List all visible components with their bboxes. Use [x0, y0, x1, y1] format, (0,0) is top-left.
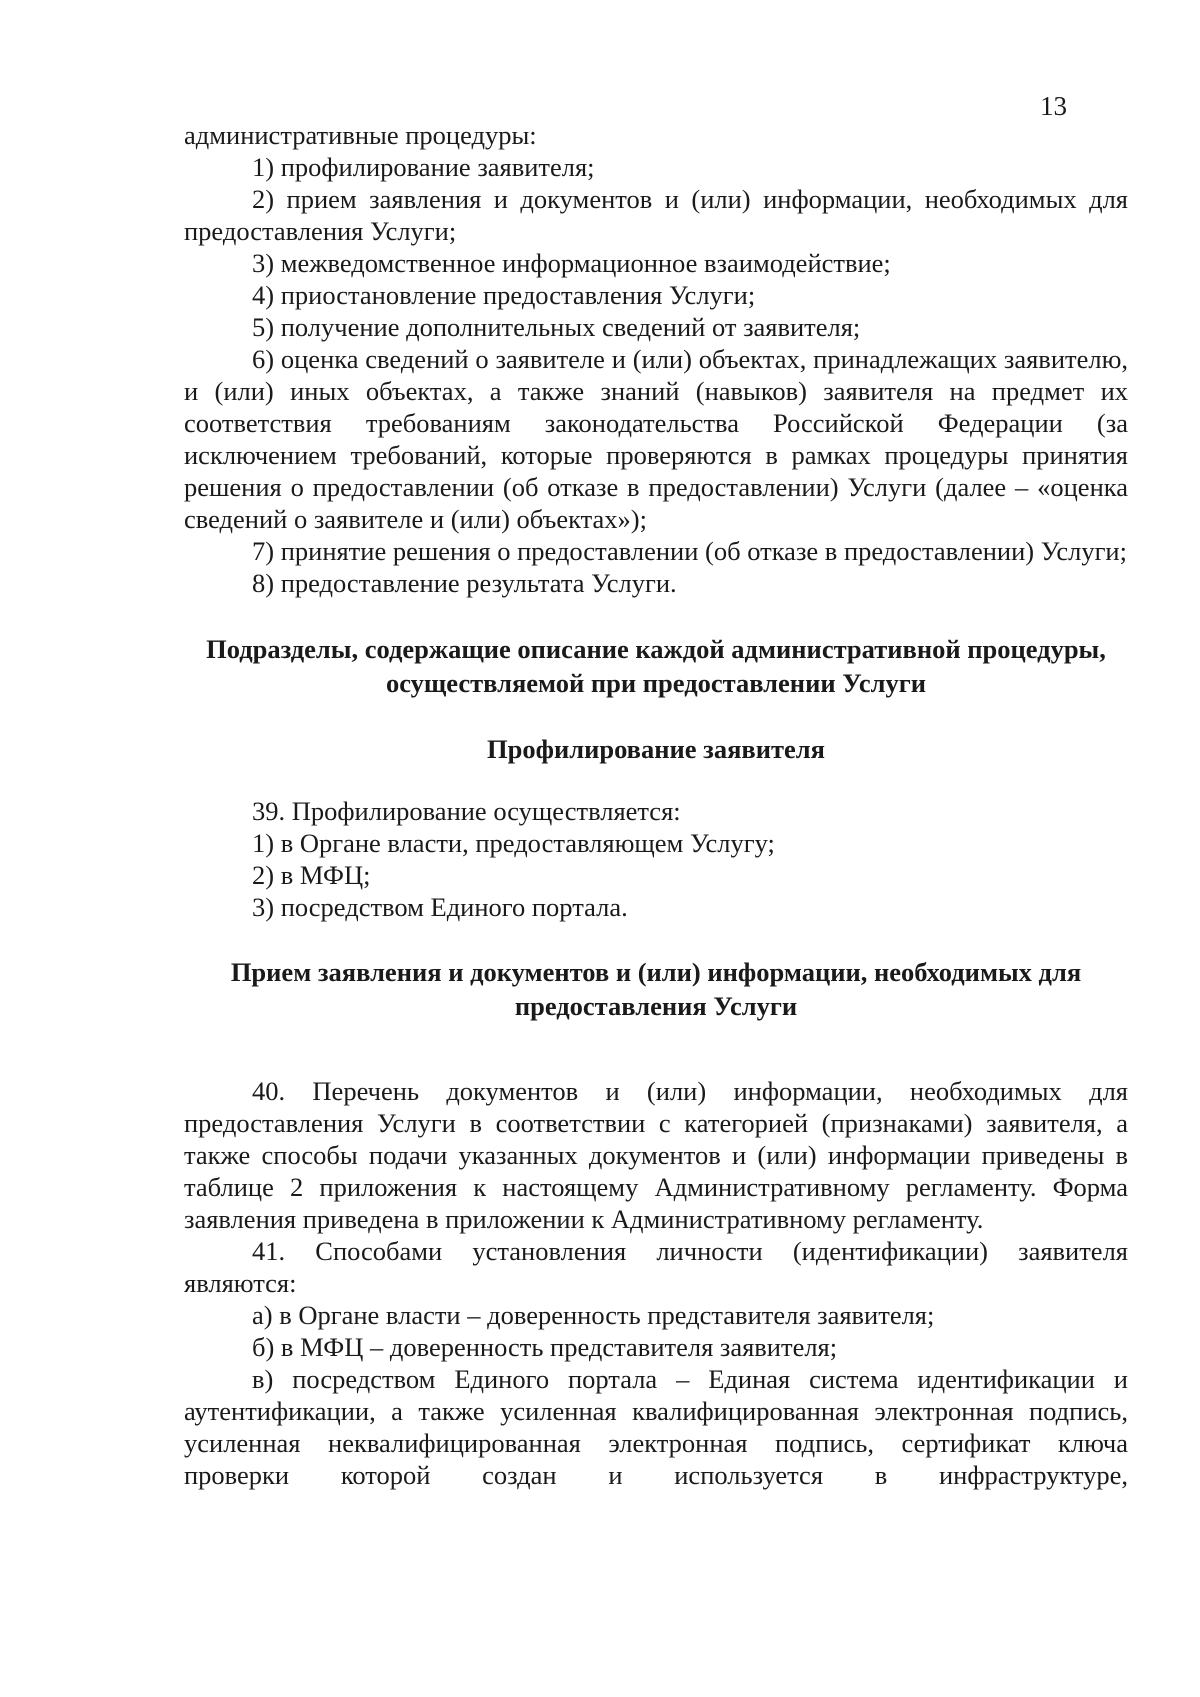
procedures-intro: административные процедуры: — [184, 120, 537, 150]
procedure-item: 8) предоставление результата Услуги. — [252, 568, 677, 598]
item-39-subitem: 1) в Органе власти, предоставляющем Услугу; — [252, 828, 775, 858]
section-heading-reception: Прием заявления и документов и (или) информации, необходимых для предоставления Услуги — [230, 957, 1082, 1021]
procedure-item: 6) оценка сведений о заявителе и (или) объектах, принадлежащих заявителю, и (или) иных объектах, а также знаний (навыков) заявителя на предмет их соответствия требованиям законодательства Российской Федерации (за исключением требований, которые проверяются в рамках процедуры принятия решения о предоставлении (об отказе в предоставлении) Услуги (далее – «оценка сведений о заявителе и (или) объектах»); — [184, 344, 1128, 534]
item-41-b: б) в МФЦ – доверенность представителя заявителя; — [252, 1332, 838, 1362]
item-39-subitem: 3) посредством Единого портала. — [252, 892, 628, 922]
item-41-c: в) посредством Единого портала – Единая система идентификации и аутентификации, а также усиленная квалифицированная электронная подпись, усиленная неквалифицированная электронная подпись, сертификат ключа проверки которой создан и используется в инфраструктуре, — [184, 1364, 1128, 1490]
item-39-subitem: 2) в МФЦ; — [252, 860, 371, 890]
procedure-item: 7) принятие решения о предоставлении (об отказе в предоставлении) Услуги; — [252, 536, 1127, 566]
section-heading-profiling: Профилирование заявителя — [487, 734, 825, 764]
procedure-item: 1) профилирование заявителя; — [252, 152, 595, 182]
section-heading-subsections: Подразделы, содержащие описание каждой административной процедуры, осуществляемой при предоставлении Услуги — [206, 634, 1106, 698]
item-40: 40. Перечень документов и (или) информации, необходимых для предоставления Услуги в соответствии с категорией (признаками) заявителя, а также способы подачи указанных документов и (или) информации приведены в таблице 2 приложения к настоящему Административному регламенту. Форма заявления приведена в приложении к Административному регламенту. — [184, 1076, 1128, 1234]
item-41-intro: 41. Способами установления личности (идентификации) заявителя являются: — [184, 1236, 1128, 1298]
item-39-intro: 39. Профилирование осуществляется: — [252, 796, 681, 826]
procedure-item: 2) прием заявления и документов и (или) информации, необходимых для предоставления Услуги; — [184, 184, 1128, 246]
document-body — [184, 119, 1128, 1491]
page-number: 13 — [1040, 91, 1067, 121]
item-41-a: а) в Органе власти – доверенность представителя заявителя; — [252, 1300, 935, 1330]
procedure-item: 3) межведомственное информационное взаимодействие; — [252, 248, 891, 278]
procedure-item: 4) приостановление предоставления Услуги; — [252, 280, 756, 310]
procedure-item: 5) получение дополнительных сведений от заявителя; — [252, 312, 861, 342]
